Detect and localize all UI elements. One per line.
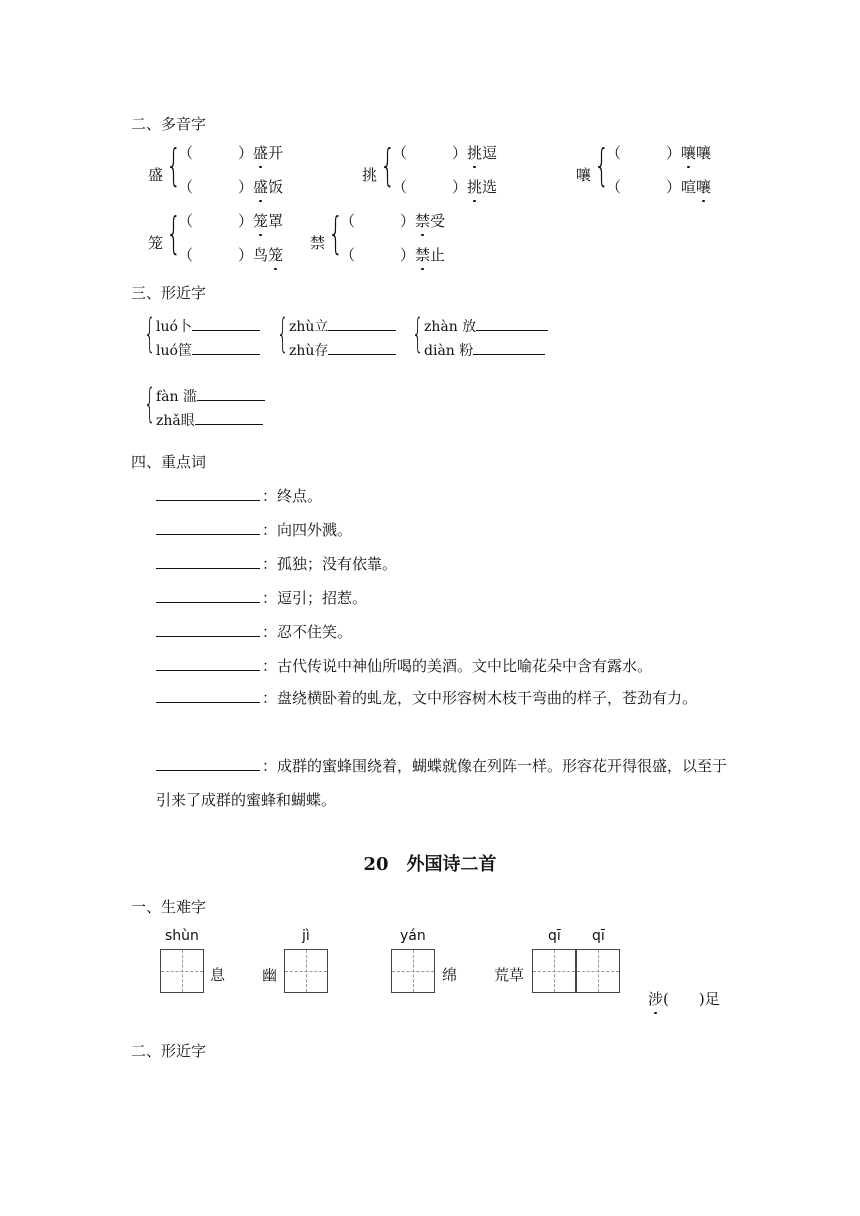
writing-box[interactable] — [576, 949, 620, 993]
similar-row: zhàn 放 — [424, 316, 548, 336]
brace-icon: { — [277, 311, 289, 357]
section-heading-similar: 三、形近字 — [131, 284, 207, 302]
answer-blank[interactable] — [156, 622, 260, 637]
similar-row: luó卜 — [156, 316, 260, 336]
keyword-item: ：古代传说中神仙所喝的美酒。文中比喻花朵中含有露水。 — [156, 655, 652, 676]
word-part: 绵 — [442, 966, 458, 984]
keyword-item: ：成群的蜜蜂围绕着，蝴蝶就像在列阵一样。形容花开得很盛，以至于引来了成群的蜜蜂和蝴蝶。 — [156, 757, 728, 809]
polyphone-row: （ ）喧嚷 — [606, 178, 712, 196]
polyphone-row: （ ）鸟笼 — [178, 246, 284, 264]
polyphone-row: （ ）挑选 — [392, 178, 498, 196]
answer-blank[interactable] — [156, 756, 260, 771]
polyphone-row: （ ）盛开 — [178, 144, 284, 162]
word-part: 幽 — [262, 966, 278, 984]
similar-row: luó筐 — [156, 340, 260, 360]
brace-icon: { — [166, 140, 182, 191]
polyphone-char: 挑 — [362, 166, 378, 184]
answer-blank[interactable] — [156, 588, 260, 603]
similar-row: fàn 滥 — [156, 386, 265, 406]
section-heading-keywords: 四、重点词 — [131, 453, 207, 471]
brace-icon: { — [594, 140, 610, 191]
similar-row: zhù存 — [289, 340, 396, 360]
polyphone-row: （ ）盛饭 — [178, 178, 284, 196]
brace-icon: { — [412, 311, 424, 357]
polyphone-row: （ ）笼罩 — [178, 212, 284, 230]
pinyin-label: jì — [302, 928, 310, 944]
word-part: 荒草 — [494, 966, 525, 984]
polyphone-char: 盛 — [148, 166, 164, 184]
brace-icon: { — [328, 208, 344, 259]
polyphone-row: （ ）嚷嚷 — [606, 144, 712, 162]
keyword-item: ：盘绕横卧着的虬龙，文中形容树木枝干弯曲的样子，苍劲有力。 — [156, 681, 736, 715]
answer-blank[interactable] — [156, 554, 260, 569]
similar-row: diàn 粉 — [424, 340, 545, 360]
writing-box[interactable] — [284, 949, 328, 993]
keyword-item: ：终点。 — [156, 485, 322, 506]
polyphone-row: （ ）挑逗 — [392, 144, 498, 162]
keyword-item: ：孤独；没有依靠。 — [156, 553, 397, 574]
polyphone-char: 禁 — [310, 234, 326, 252]
keyword-item: ：忍不住笑。 — [156, 621, 352, 642]
pinyin-label: yán — [400, 928, 426, 944]
writing-box[interactable] — [391, 949, 435, 993]
answer-blank[interactable] — [156, 520, 260, 535]
polyphone-row: （ ）禁受 — [340, 212, 446, 230]
lesson-title: 20 外国诗二首 — [363, 854, 497, 875]
brace-icon: { — [144, 311, 156, 357]
similar-row: zhù立 — [289, 316, 396, 336]
section-heading-polyphone: 二、多音字 — [131, 115, 207, 133]
answer-blank[interactable] — [156, 688, 260, 703]
section-heading-similar-2: 二、形近字 — [131, 1042, 207, 1060]
word-she: 涉( )足 — [648, 990, 720, 1008]
keyword-item: ：逗引；招惹。 — [156, 587, 367, 608]
similar-row: zhǎ眼 — [156, 410, 263, 430]
section-heading-new-chars: 一、生难字 — [131, 898, 207, 916]
brace-icon: { — [380, 140, 396, 191]
keyword-item: ：向四外溅。 — [156, 519, 352, 540]
polyphone-char: 笼 — [148, 234, 164, 252]
brace-icon: { — [166, 208, 182, 259]
pinyin-label: qī — [548, 928, 561, 944]
pinyin-label: shùn — [165, 928, 199, 944]
polyphone-char: 嚷 — [576, 166, 592, 184]
polyphone-row: （ ）禁止 — [340, 246, 446, 264]
brace-icon: { — [144, 381, 156, 427]
pinyin-label: qī — [592, 928, 605, 944]
answer-blank[interactable] — [156, 656, 260, 671]
answer-blank[interactable] — [156, 486, 260, 501]
writing-box[interactable] — [160, 949, 204, 993]
word-part: 息 — [210, 966, 226, 984]
writing-box[interactable] — [532, 949, 576, 993]
